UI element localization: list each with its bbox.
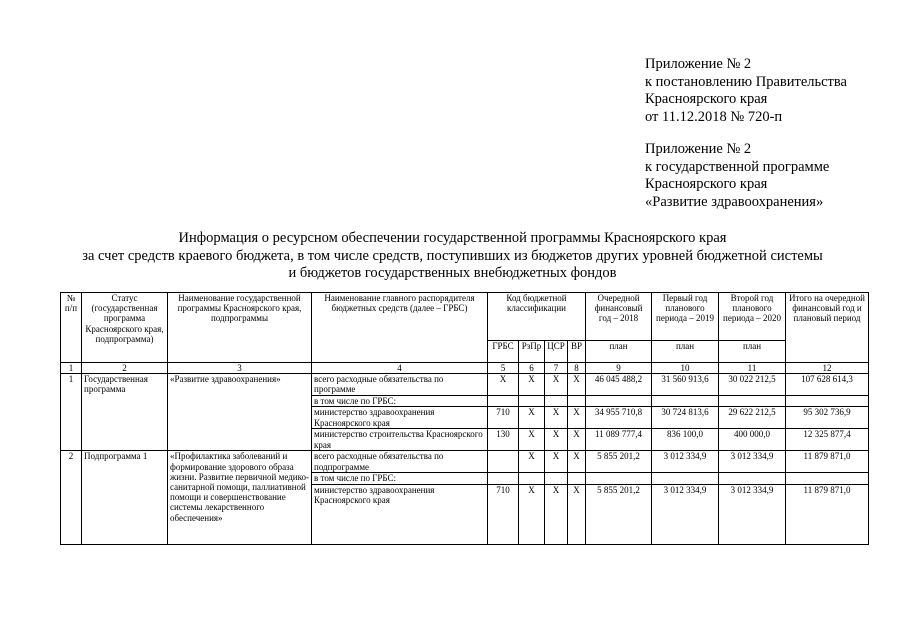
resolution-appendix xyxy=(645,56,847,126)
header-rzpr: РзПр xyxy=(519,341,545,363)
appendix-line: к постановлению Правительства xyxy=(645,73,847,90)
header-year-2020: Второй год планового периода – 2020 xyxy=(719,293,786,341)
cell-vr xyxy=(568,473,586,484)
header-csr: ЦСР xyxy=(545,341,568,363)
row-status: Подпрограмма 1 xyxy=(82,451,168,544)
cell-vr: Х xyxy=(568,429,586,451)
document-title-line: Информация о ресурсном обеспечении государственной программы Красноярского края xyxy=(178,230,727,246)
cell-csr: Х xyxy=(545,451,568,473)
appendix-line: к государственной программе xyxy=(645,158,830,175)
cell-2020: 29 622 212,5 xyxy=(719,407,786,429)
cell-total: 107 628 614,3 xyxy=(786,374,869,396)
column-number: 6 xyxy=(519,363,545,374)
row-grbs-desc: всего расходные обязательства по подпрограмме xyxy=(312,451,488,473)
column-number: 3 xyxy=(168,363,312,374)
header-year-2018: Очередной финансовый год – 2018 xyxy=(586,293,652,341)
header-status: Статус (государственная программа Красноярского края, подпрограмма) xyxy=(82,293,168,363)
cell-2018 xyxy=(586,473,652,484)
cell-vr: Х xyxy=(568,484,586,544)
cell-grbs xyxy=(488,396,519,407)
column-number-row xyxy=(61,363,869,374)
cell-2020: 400 000,0 xyxy=(719,429,786,451)
cell-grbs: Х xyxy=(488,374,519,396)
document-title-line: за счет средств краевого бюджета, в том числе средств, поступивших из бюджетов других уровней бюджетной системы xyxy=(82,248,823,264)
cell-2019 xyxy=(652,396,719,407)
cell-vr: Х xyxy=(568,407,586,429)
resource-table xyxy=(60,292,869,545)
cell-rzpr: Х xyxy=(519,407,545,429)
column-number: 9 xyxy=(586,363,652,374)
cell-2018: 46 045 488,2 xyxy=(586,374,652,396)
column-number: 4 xyxy=(312,363,488,374)
row-program-name: «Развитие здравоохранения» xyxy=(168,374,312,451)
row-num: 1 xyxy=(61,374,82,451)
document-title-line: и бюджетов государственных внебюджетных фондов xyxy=(288,265,617,281)
row-grbs-desc: всего расходные обязательства по программе xyxy=(312,374,488,396)
cell-total xyxy=(786,473,869,484)
cell-total: 95 302 736,9 xyxy=(786,407,869,429)
cell-csr xyxy=(545,473,568,484)
column-number: 7 xyxy=(545,363,568,374)
cell-2019: 836 100,0 xyxy=(652,429,719,451)
cell-2020: 3 012 334,9 xyxy=(719,451,786,473)
program-appendix xyxy=(645,141,829,211)
cell-csr: Х xyxy=(545,407,568,429)
appendix-line: Приложение № 2 xyxy=(645,56,752,72)
table-row xyxy=(61,374,869,396)
appendix-line: Приложение № 2 xyxy=(645,141,752,157)
row-grbs-desc: министерство здравоохранения Красноярского края xyxy=(312,407,488,429)
cell-grbs: 710 xyxy=(488,484,519,544)
cell-total: 11 879 871,0 xyxy=(786,451,869,473)
row-num: 2 xyxy=(61,451,82,544)
row-grbs-desc: в том числе по ГРБС: xyxy=(312,473,488,484)
cell-vr: Х xyxy=(568,374,586,396)
header-budget-code: Код бюджетной классификации xyxy=(488,293,586,341)
cell-csr: Х xyxy=(545,484,568,544)
cell-2018: 5 855 201,2 xyxy=(586,451,652,473)
cell-2020 xyxy=(719,473,786,484)
cell-total: 11 879 871,0 xyxy=(786,484,869,544)
appendix-line: Красноярского края xyxy=(645,176,768,192)
cell-grbs xyxy=(488,451,519,473)
column-number: 1 xyxy=(61,363,82,374)
appendix-line: Красноярского края xyxy=(645,91,768,107)
row-grbs-desc: министерство строительства Красноярского края xyxy=(312,429,488,451)
header-year-2019: Первый год планового периода – 2019 xyxy=(652,293,719,341)
cell-2019: 3 012 334,9 xyxy=(652,484,719,544)
header-num: № п/п xyxy=(61,293,82,363)
cell-rzpr: Х xyxy=(519,484,545,544)
table-row xyxy=(61,451,869,473)
cell-rzpr: Х xyxy=(519,374,545,396)
cell-2020: 30 022 212,5 xyxy=(719,374,786,396)
cell-rzpr: Х xyxy=(519,429,545,451)
row-grbs-desc: министерство здравоохранения Красноярского края xyxy=(312,484,488,544)
cell-csr: Х xyxy=(545,374,568,396)
cell-2018 xyxy=(586,396,652,407)
row-program-name: «Профилактика заболеваний и формирование здорового образа жизни. Развитие первичной медико-санитарной помощи, паллиативной помощи и совершенствование системы лекарственного обеспечения» xyxy=(168,451,312,544)
column-number: 12 xyxy=(786,363,869,374)
cell-2019: 31 560 913,6 xyxy=(652,374,719,396)
column-number: 11 xyxy=(719,363,786,374)
header-total: Итого на очередной финансовый год и плановый период xyxy=(786,293,869,363)
appendix-line: «Развитие здравоохранения» xyxy=(645,193,824,210)
cell-2020 xyxy=(719,396,786,407)
header-plan: план xyxy=(652,341,719,363)
column-number: 5 xyxy=(488,363,519,374)
cell-total: 12 325 877,4 xyxy=(786,429,869,451)
cell-total xyxy=(786,396,869,407)
cell-rzpr xyxy=(519,396,545,407)
cell-rzpr: Х xyxy=(519,451,545,473)
cell-csr: Х xyxy=(545,429,568,451)
cell-2019: 30 724 813,6 xyxy=(652,407,719,429)
header-plan: план xyxy=(586,341,652,363)
row-grbs-desc: в том числе по ГРБС: xyxy=(312,396,488,407)
cell-rzpr xyxy=(519,473,545,484)
cell-grbs: 710 xyxy=(488,407,519,429)
cell-2018: 5 855 201,2 xyxy=(586,484,652,544)
row-status: Государственная программа xyxy=(82,374,168,451)
header-grbs-name: Наименование главного распорядителя бюджетных средств (далее – ГРБС) xyxy=(312,293,488,363)
cell-vr xyxy=(568,396,586,407)
cell-grbs xyxy=(488,473,519,484)
header-plan: план xyxy=(719,341,786,363)
cell-grbs: 130 xyxy=(488,429,519,451)
cell-vr: Х xyxy=(568,451,586,473)
cell-2019: 3 012 334,9 xyxy=(652,451,719,473)
cell-2018: 11 089 777,4 xyxy=(586,429,652,451)
column-number: 8 xyxy=(568,363,586,374)
cell-2018: 34 955 710,8 xyxy=(586,407,652,429)
cell-csr xyxy=(545,396,568,407)
cell-2019 xyxy=(652,473,719,484)
header-grbs: ГРБС xyxy=(488,341,519,363)
header-program-name: Наименование государственной программы Красноярского края, подпрограммы xyxy=(168,293,312,363)
column-number: 10 xyxy=(652,363,719,374)
column-number: 2 xyxy=(82,363,168,374)
appendix-line: от 11.12.2018 № 720-п xyxy=(645,108,783,125)
header-vr: ВР xyxy=(568,341,586,363)
cell-2020: 3 012 334,9 xyxy=(719,484,786,544)
